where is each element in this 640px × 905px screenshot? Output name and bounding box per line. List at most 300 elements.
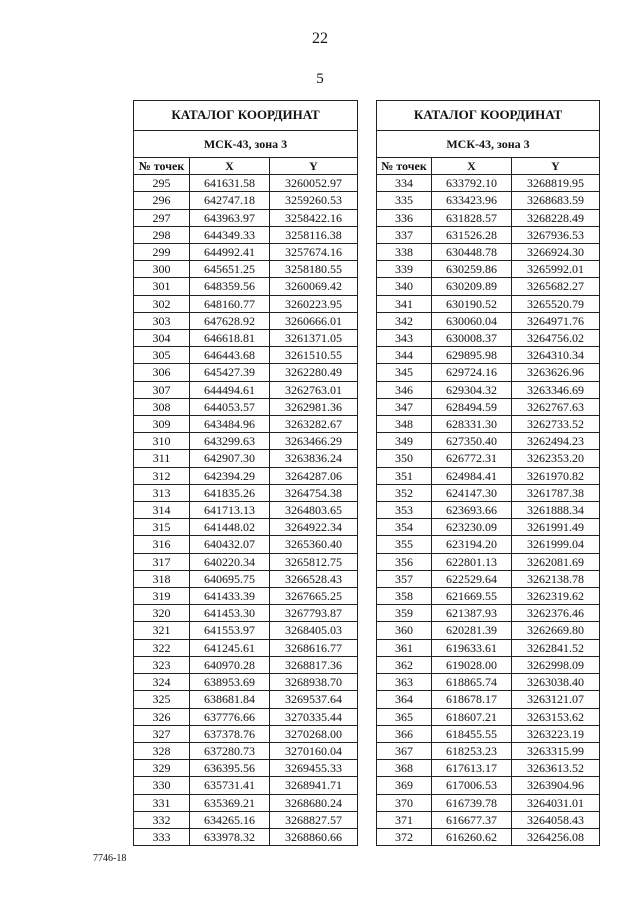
cell-y: 3263315.99 [512, 742, 600, 759]
cell-x: 634265.16 [190, 811, 270, 828]
table-row [377, 794, 600, 811]
cell-y: 3269455.33 [270, 760, 358, 777]
cell-point-number: 370 [377, 794, 432, 811]
cell-x: 627350.40 [432, 433, 512, 450]
cell-point-number: 299 [134, 244, 190, 261]
cell-y: 3263904.96 [512, 777, 600, 794]
cell-y: 3267936.53 [512, 226, 600, 243]
cell-y: 3261999.04 [512, 536, 600, 553]
cell-x: 641553.97 [190, 622, 270, 639]
table-row [134, 639, 358, 656]
table-row [377, 226, 600, 243]
cell-x: 630008.37 [432, 330, 512, 347]
table-row [134, 656, 358, 673]
cell-x: 630190.52 [432, 295, 512, 312]
cell-x: 640970.28 [190, 656, 270, 673]
cell-y: 3263223.19 [512, 725, 600, 742]
cell-y: 3264754.38 [270, 484, 358, 501]
cell-x: 640695.75 [190, 570, 270, 587]
cell-y: 3266924.30 [512, 244, 600, 261]
table-row [134, 192, 358, 209]
cell-point-number: 367 [377, 742, 432, 759]
cell-x: 630448.78 [432, 244, 512, 261]
table-row [377, 278, 600, 295]
cell-x: 648359.56 [190, 278, 270, 295]
cell-point-number: 310 [134, 433, 190, 450]
cell-x: 644494.61 [190, 381, 270, 398]
cell-x: 630209.89 [432, 278, 512, 295]
table-subtitle: МСК-43, зона 3 [377, 131, 600, 158]
cell-point-number: 317 [134, 553, 190, 570]
cell-y: 3263121.07 [512, 691, 600, 708]
cell-y: 3262841.52 [512, 639, 600, 656]
cell-y: 3269537.64 [270, 691, 358, 708]
cell-y: 3268941.71 [270, 777, 358, 794]
cell-x: 621669.55 [432, 588, 512, 605]
cell-y: 3261787.38 [512, 484, 600, 501]
cell-y: 3263282.67 [270, 416, 358, 433]
cell-x: 637378.76 [190, 725, 270, 742]
table-row [134, 467, 358, 484]
cell-y: 3267793.87 [270, 605, 358, 622]
cell-point-number: 349 [377, 433, 432, 450]
table-row [134, 347, 358, 364]
cell-x: 641433.39 [190, 588, 270, 605]
cell-point-number: 331 [134, 794, 190, 811]
table-title: КАТАЛОГ КООРДИНАТ [134, 101, 358, 131]
table-row [377, 725, 600, 742]
cell-point-number: 342 [377, 312, 432, 329]
cell-x: 623693.66 [432, 502, 512, 519]
cell-y: 3264803.65 [270, 502, 358, 519]
cell-y: 3261991.49 [512, 519, 600, 536]
table-row [377, 553, 600, 570]
cell-y: 3261510.55 [270, 347, 358, 364]
table-row [377, 398, 600, 415]
cell-y: 3268683.59 [512, 192, 600, 209]
cell-x: 641713.13 [190, 502, 270, 519]
cell-point-number: 366 [377, 725, 432, 742]
cell-point-number: 316 [134, 536, 190, 553]
cell-y: 3268827.57 [270, 811, 358, 828]
table-row [134, 278, 358, 295]
cell-x: 633792.10 [432, 175, 512, 192]
table-row [377, 502, 600, 519]
table-row [377, 330, 600, 347]
cell-x: 641453.30 [190, 605, 270, 622]
cell-y: 3262280.49 [270, 364, 358, 381]
cell-x: 645651.25 [190, 261, 270, 278]
cell-y: 3268405.03 [270, 622, 358, 639]
table-row [134, 261, 358, 278]
cell-y: 3270335.44 [270, 708, 358, 725]
cell-y: 3264031.01 [512, 794, 600, 811]
cell-x: 641448.02 [190, 519, 270, 536]
table-row [134, 433, 358, 450]
cell-point-number: 334 [377, 175, 432, 192]
cell-point-number: 309 [134, 416, 190, 433]
cell-point-number: 326 [134, 708, 190, 725]
table-row [134, 364, 358, 381]
table-row [134, 519, 358, 536]
cell-point-number: 360 [377, 622, 432, 639]
cell-point-number: 350 [377, 450, 432, 467]
table-row [134, 742, 358, 759]
cell-x: 633423.96 [432, 192, 512, 209]
coordinate-catalog-table-right [376, 100, 600, 846]
cell-y: 3259260.53 [270, 192, 358, 209]
cell-x: 628494.59 [432, 398, 512, 415]
table-row [134, 708, 358, 725]
cell-point-number: 295 [134, 175, 190, 192]
cell-x: 616260.62 [432, 828, 512, 845]
table-row [377, 777, 600, 794]
table-title: КАТАЛОГ КООРДИНАТ [377, 101, 600, 131]
cell-x: 628331.30 [432, 416, 512, 433]
cell-point-number: 345 [377, 364, 432, 381]
table-row [134, 450, 358, 467]
cell-y: 3264058.43 [512, 811, 600, 828]
cell-y: 3268616.77 [270, 639, 358, 656]
cell-point-number: 356 [377, 553, 432, 570]
cell-x: 616739.78 [432, 794, 512, 811]
cell-point-number: 298 [134, 226, 190, 243]
cell-y: 3263038.40 [512, 674, 600, 691]
cell-y: 3262981.36 [270, 398, 358, 415]
cell-y: 3270160.04 [270, 742, 358, 759]
cell-point-number: 306 [134, 364, 190, 381]
table-row [377, 691, 600, 708]
table-row [377, 605, 600, 622]
cell-x: 642907.30 [190, 450, 270, 467]
table-row [134, 674, 358, 691]
cell-point-number: 328 [134, 742, 190, 759]
cell-x: 623230.09 [432, 519, 512, 536]
cell-x: 644053.57 [190, 398, 270, 415]
table-row [377, 261, 600, 278]
cell-x: 618865.74 [432, 674, 512, 691]
table-row [134, 725, 358, 742]
table-row [134, 416, 358, 433]
cell-point-number: 336 [377, 209, 432, 226]
cell-x: 638681.84 [190, 691, 270, 708]
table-row [134, 828, 358, 845]
cell-point-number: 359 [377, 605, 432, 622]
cell-y: 3262767.63 [512, 398, 600, 415]
cell-y: 3270268.00 [270, 725, 358, 742]
cell-y: 3268680.24 [270, 794, 358, 811]
table-row [377, 536, 600, 553]
table-row [134, 312, 358, 329]
cell-point-number: 343 [377, 330, 432, 347]
table-row [377, 312, 600, 329]
table-row [377, 416, 600, 433]
cell-x: 622801.13 [432, 553, 512, 570]
cell-x: 629304.32 [432, 381, 512, 398]
table-row [377, 347, 600, 364]
table-row [377, 828, 600, 845]
table-row [134, 794, 358, 811]
cell-y: 3268817.36 [270, 656, 358, 673]
cell-y: 3265992.01 [512, 261, 600, 278]
section-number: 5 [316, 71, 324, 87]
cell-x: 637280.73 [190, 742, 270, 759]
cell-point-number: 340 [377, 278, 432, 295]
column-header-x: X [432, 158, 512, 175]
cell-x: 643484.96 [190, 416, 270, 433]
cell-x: 624147.30 [432, 484, 512, 501]
table-row [377, 639, 600, 656]
table-row [134, 398, 358, 415]
cell-y: 3266528.43 [270, 570, 358, 587]
table-row [377, 811, 600, 828]
cell-y: 3264310.34 [512, 347, 600, 364]
cell-x: 635731.41 [190, 777, 270, 794]
cell-point-number: 357 [377, 570, 432, 587]
table-subtitle: МСК-43, зона 3 [134, 131, 358, 158]
cell-point-number: 364 [377, 691, 432, 708]
cell-point-number: 329 [134, 760, 190, 777]
cell-x: 645427.39 [190, 364, 270, 381]
cell-y: 3262733.52 [512, 416, 600, 433]
table-row [377, 656, 600, 673]
cell-x: 621387.93 [432, 605, 512, 622]
cell-point-number: 335 [377, 192, 432, 209]
table-row [377, 244, 600, 261]
column-header-point-number: № точек [377, 158, 432, 175]
cell-y: 3260069.42 [270, 278, 358, 295]
cell-x: 641835.26 [190, 484, 270, 501]
cell-point-number: 337 [377, 226, 432, 243]
cell-point-number: 301 [134, 278, 190, 295]
cell-point-number: 315 [134, 519, 190, 536]
cell-point-number: 314 [134, 502, 190, 519]
table-row [134, 811, 358, 828]
column-header-y: Y [270, 158, 358, 175]
cell-x: 643963.97 [190, 209, 270, 226]
table-row [377, 622, 600, 639]
cell-point-number: 352 [377, 484, 432, 501]
cell-y: 3263346.69 [512, 381, 600, 398]
table-row [134, 760, 358, 777]
cell-point-number: 322 [134, 639, 190, 656]
table-row [134, 622, 358, 639]
column-header-x: X [190, 158, 270, 175]
cell-x: 642747.18 [190, 192, 270, 209]
cell-point-number: 318 [134, 570, 190, 587]
cell-y: 3258180.55 [270, 261, 358, 278]
cell-y: 3262319.62 [512, 588, 600, 605]
cell-x: 636395.56 [190, 760, 270, 777]
table-row [377, 192, 600, 209]
cell-x: 642394.29 [190, 467, 270, 484]
cell-x: 616677.37 [432, 811, 512, 828]
cell-x: 646443.68 [190, 347, 270, 364]
cell-x: 640220.34 [190, 553, 270, 570]
table-row [377, 588, 600, 605]
cell-y: 3268860.66 [270, 828, 358, 845]
cell-point-number: 300 [134, 261, 190, 278]
cell-point-number: 365 [377, 708, 432, 725]
table-row [134, 226, 358, 243]
table-row [377, 209, 600, 226]
cell-point-number: 321 [134, 622, 190, 639]
cell-y: 3265520.79 [512, 295, 600, 312]
table-row [134, 588, 358, 605]
table-row [377, 742, 600, 759]
cell-point-number: 332 [134, 811, 190, 828]
cell-y: 3265360.40 [270, 536, 358, 553]
cell-y: 3264256.08 [512, 828, 600, 845]
cell-point-number: 338 [377, 244, 432, 261]
table-row [134, 330, 358, 347]
cell-y: 3262376.46 [512, 605, 600, 622]
cell-y: 3263613.52 [512, 760, 600, 777]
cell-point-number: 313 [134, 484, 190, 501]
cell-x: 620281.39 [432, 622, 512, 639]
cell-x: 619028.00 [432, 656, 512, 673]
table-row [377, 450, 600, 467]
cell-point-number: 325 [134, 691, 190, 708]
cell-point-number: 319 [134, 588, 190, 605]
cell-y: 3262669.80 [512, 622, 600, 639]
table-row [377, 708, 600, 725]
cell-point-number: 320 [134, 605, 190, 622]
cell-x: 635369.21 [190, 794, 270, 811]
cell-x: 648160.77 [190, 295, 270, 312]
cell-x: 619633.61 [432, 639, 512, 656]
cell-point-number: 304 [134, 330, 190, 347]
cell-point-number: 297 [134, 209, 190, 226]
cell-y: 3262081.69 [512, 553, 600, 570]
table-row [377, 381, 600, 398]
cell-x: 617613.17 [432, 760, 512, 777]
cell-x: 629895.98 [432, 347, 512, 364]
cell-y: 3264756.02 [512, 330, 600, 347]
cell-point-number: 362 [377, 656, 432, 673]
cell-x: 644992.41 [190, 244, 270, 261]
cell-y: 3267665.25 [270, 588, 358, 605]
cell-y: 3268819.95 [512, 175, 600, 192]
cell-y: 3263153.62 [512, 708, 600, 725]
table-row [134, 484, 358, 501]
table-row [377, 760, 600, 777]
cell-y: 3264287.06 [270, 467, 358, 484]
cell-y: 3268228.49 [512, 209, 600, 226]
cell-x: 631828.57 [432, 209, 512, 226]
cell-point-number: 339 [377, 261, 432, 278]
cell-x: 638953.69 [190, 674, 270, 691]
cell-y: 3263626.96 [512, 364, 600, 381]
cell-y: 3262138.78 [512, 570, 600, 587]
cell-point-number: 308 [134, 398, 190, 415]
cell-point-number: 312 [134, 467, 190, 484]
table-row [134, 691, 358, 708]
cell-point-number: 347 [377, 398, 432, 415]
cell-x: 624984.41 [432, 467, 512, 484]
cell-x: 641631.58 [190, 175, 270, 192]
cell-point-number: 372 [377, 828, 432, 845]
cell-x: 623194.20 [432, 536, 512, 553]
cell-y: 3261970.82 [512, 467, 600, 484]
table-row [134, 175, 358, 192]
document-code: 7746-18 [93, 853, 127, 864]
cell-point-number: 351 [377, 467, 432, 484]
table-row [377, 295, 600, 312]
table-row [377, 433, 600, 450]
table-row [134, 605, 358, 622]
cell-point-number: 302 [134, 295, 190, 312]
cell-y: 3262353.20 [512, 450, 600, 467]
cell-y: 3258116.38 [270, 226, 358, 243]
cell-point-number: 296 [134, 192, 190, 209]
cell-x: 633978.32 [190, 828, 270, 845]
cell-point-number: 353 [377, 502, 432, 519]
cell-x: 630060.04 [432, 312, 512, 329]
cell-x: 618455.55 [432, 725, 512, 742]
table-row [134, 536, 358, 553]
cell-point-number: 354 [377, 519, 432, 536]
cell-x: 617006.53 [432, 777, 512, 794]
table-row [134, 295, 358, 312]
cell-point-number: 323 [134, 656, 190, 673]
cell-y: 3263466.29 [270, 433, 358, 450]
cell-point-number: 371 [377, 811, 432, 828]
cell-point-number: 311 [134, 450, 190, 467]
cell-y: 3264971.76 [512, 312, 600, 329]
cell-y: 3263836.24 [270, 450, 358, 467]
column-header-point-number: № точек [134, 158, 190, 175]
cell-x: 640432.07 [190, 536, 270, 553]
cell-x: 618607.21 [432, 708, 512, 725]
cell-point-number: 303 [134, 312, 190, 329]
cell-y: 3264922.34 [270, 519, 358, 536]
cell-point-number: 358 [377, 588, 432, 605]
cell-point-number: 348 [377, 416, 432, 433]
cell-point-number: 344 [377, 347, 432, 364]
cell-y: 3265812.75 [270, 553, 358, 570]
cell-x: 626772.31 [432, 450, 512, 467]
cell-y: 3265682.27 [512, 278, 600, 295]
cell-y: 3261888.34 [512, 502, 600, 519]
cell-y: 3260052.97 [270, 175, 358, 192]
cell-point-number: 327 [134, 725, 190, 742]
table-row [377, 570, 600, 587]
table-row [377, 364, 600, 381]
cell-x: 631526.28 [432, 226, 512, 243]
cell-y: 3260223.95 [270, 295, 358, 312]
page-number: 22 [312, 30, 328, 47]
table-row [377, 674, 600, 691]
cell-point-number: 361 [377, 639, 432, 656]
cell-x: 629724.16 [432, 364, 512, 381]
cell-y: 3258422.16 [270, 209, 358, 226]
cell-x: 641245.61 [190, 639, 270, 656]
cell-point-number: 341 [377, 295, 432, 312]
cell-point-number: 363 [377, 674, 432, 691]
cell-y: 3268938.70 [270, 674, 358, 691]
cell-y: 3261371.05 [270, 330, 358, 347]
table-row [134, 381, 358, 398]
cell-x: 618253.23 [432, 742, 512, 759]
table-row [134, 209, 358, 226]
column-header-y: Y [512, 158, 600, 175]
cell-y: 3257674.16 [270, 244, 358, 261]
table-row [134, 553, 358, 570]
table-row [134, 502, 358, 519]
cell-point-number: 369 [377, 777, 432, 794]
cell-y: 3262494.23 [512, 433, 600, 450]
